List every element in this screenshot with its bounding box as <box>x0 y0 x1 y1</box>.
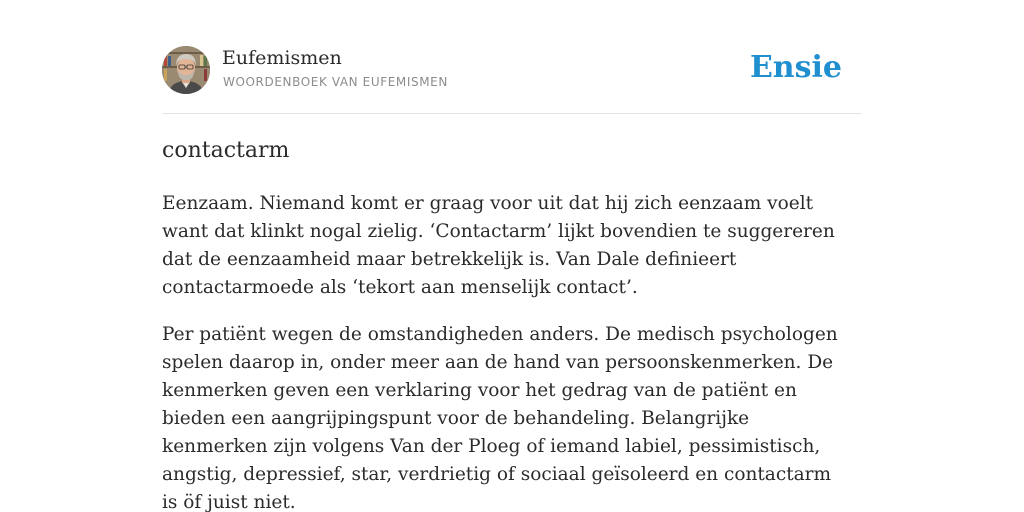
entry-title: contactarm <box>162 138 290 163</box>
header <box>162 46 862 96</box>
brand-logo[interactable]: Ensie <box>749 50 842 85</box>
header-divider <box>162 113 862 114</box>
author-subtitle[interactable]: WOORDENBOEK VAN EUFEMISMEN <box>223 75 448 89</box>
entry-paragraph: Eenzaam. Niemand komt er graag voor uit dat hij zich eenzaam voelt want dat klinkt nogal zielig. ‘Contactarm’ lijkt bovendien te suggereren dat de eenzaamheid maar betrekkelijk is. Van Dale definieert contactarmoede als ‘tekort aan menselijk contact’. <box>162 193 835 298</box>
author-portrait-icon[interactable] <box>162 46 210 94</box>
author-name[interactable]: Eufemismen <box>222 47 342 69</box>
entry-paragraph: Per patiënt wegen de omstandigheden anders. De medisch psychologen spelen daarop in, onder meer aan de hand van persoonskenmerken. De kenmerken geven een verklaring voor het gedrag van de patiënt en bieden een aangrijpingspunt voor de behandeling. Belangrijke kenmerken zijn volgens Van der Ploeg of iemand labiel, pessimistisch, angstig, depressief, star, verdrietig of sociaal geïsoleerd en contactarm is öf juist niet. <box>162 324 838 512</box>
